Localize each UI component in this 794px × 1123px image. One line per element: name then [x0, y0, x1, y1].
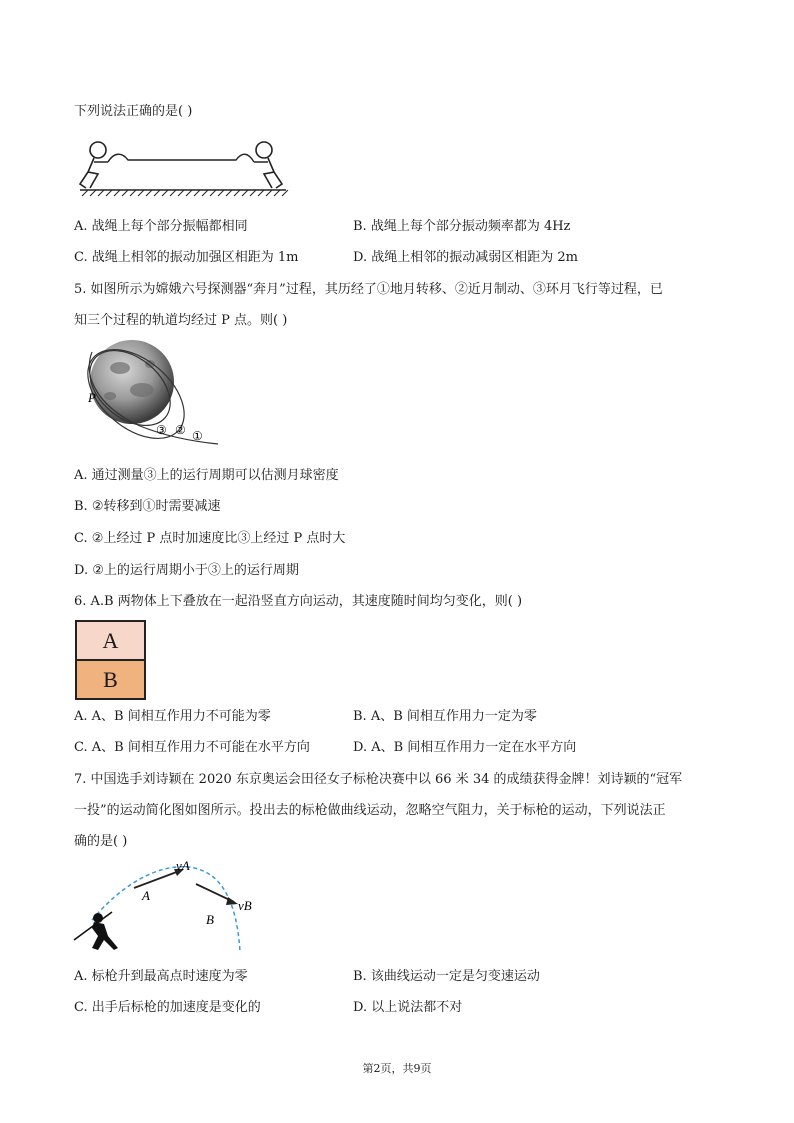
q5-option-b: B. ②转移到①时需要减速 — [74, 499, 221, 514]
q5-stem-line1: 5. 如图所示为嫦娥六号探测器“奔月”过程，其历经了①地月转移、②近月制动、③环月飞行等过程，已 — [74, 282, 663, 297]
block-b: B — [75, 659, 146, 700]
q7-option-d: D. 以上说法都不对 — [353, 1000, 463, 1015]
orbit3-label: ③ — [156, 423, 167, 437]
q6-option-c: C. A、B 间相互作用力不可能在水平方向 — [74, 740, 310, 755]
orbit2-label: ② — [175, 423, 186, 437]
q7-stem-line3: 确的是( ) — [74, 834, 128, 849]
q6-option-a: A. A、B 间相互作用力不可能为零 — [74, 709, 271, 724]
q4-option-c: C. 战绳上相邻的振动加强区相距为 1m — [74, 250, 299, 265]
q4-option-b: B. 战绳上每个部分振动频率都为 4Hz — [353, 219, 571, 234]
q6-option-b: B. A、B 间相互作用力一定为零 — [353, 709, 537, 724]
q4-option-a: A. 战绳上每个部分振幅都相同 — [74, 219, 248, 234]
q5-option-a: A. 通过测量③上的运行周期可以估测月球密度 — [74, 468, 339, 483]
q7-option-b: B. 该曲线运动一定是匀变速运动 — [353, 969, 540, 984]
orbit1-label: ① — [192, 429, 203, 443]
q7-option-a: A. 标枪升到最高点时速度为零 — [74, 969, 248, 984]
battle-rope-figure — [76, 138, 290, 200]
q6-stem: 6. A.B 两物体上下叠放在一起沿竖直方向运动，其速度随时间均匀变化，则( ) — [74, 594, 523, 609]
javelin-figure — [72, 858, 258, 956]
q5-option-d: D. ②上的运行周期小于③上的运行周期 — [74, 563, 299, 578]
q7-option-c: C. 出手后标枪的加速度是变化的 — [74, 1000, 261, 1015]
moon-orbit-figure — [80, 338, 222, 450]
q5-option-c: C. ②上经过 P 点时加速度比③上经过 P 点时大 — [74, 531, 346, 546]
q7-stem-line1: 7. 中国选手刘诗颖在 2020 东京奥运会田径女子标枪决赛中以 66 米 34 的成绩获得金牌！刘诗颖的“冠军 — [74, 772, 683, 787]
point-a-label: A — [142, 888, 150, 903]
va-label: vA — [176, 858, 190, 873]
javelin-trajectory — [92, 867, 240, 952]
vb-label: vB — [238, 898, 252, 913]
block-a: A — [75, 620, 146, 661]
q4-option-d: D. 战绳上相邻的振动减弱区相距为 2m — [353, 250, 578, 265]
point-b-label: B — [206, 912, 214, 927]
point-p-label: P — [88, 390, 96, 405]
q5-stem-line2: 知三个过程的轨道均经过 P 点。则( ) — [74, 313, 288, 328]
page-footer: 第2页，共9页 — [362, 1062, 432, 1075]
athlete-silhouette — [92, 913, 118, 950]
q6-option-d: D. A、B 间相互作用力一定在水平方向 — [353, 740, 577, 755]
q7-stem-line2: 一投”的运动简化图如图所示。投出去的标枪做曲线运动，忽略空气阻力，关于标枪的运动，下列说法正 — [74, 803, 666, 818]
q4-stem-end: 下列说法正确的是( ) — [74, 104, 193, 119]
